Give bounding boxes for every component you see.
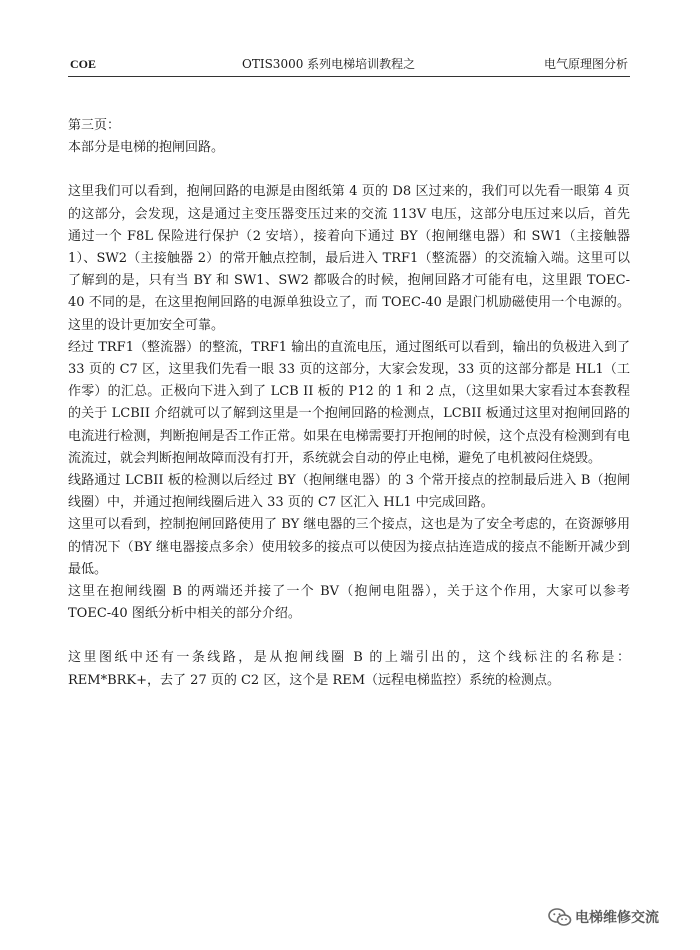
header-center: OTIS3000 系列电梯培训教程之 [242, 57, 416, 71]
watermark-text: 电梯维修交流 [575, 910, 659, 926]
paragraph: 这里可以看到，控制抱闸回路使用了 BY 继电器的三个接点，这也是为了安全考虑的，在资源够用的情况下（BY 继电器接点多余）使用较多的接点可以使因为接点拈连造成的接点不能断开减少到最低。 [68, 517, 630, 577]
paragraph-gap [68, 625, 630, 647]
paragraph: 经过 TRF1（整流器）的整流，TRF1 输出的直流电压，通过图纸可以看到，输出的负极进入到了 33 页的 C7 区，这里我们先看一眼 33 页的这部分，大家会发现，33 页的这部分都是 HL1（工作零）的汇总。正极向下进入到了 LCB II 板的 P12 的 1 和 2 点，（这里如果大家看过本套教程的关于 LCBII 介绍就可以了解到这里是一个抱闸回路的检测点，LCBII 板通过这里对抱闸回路的电流进行检测，判断抱闸是否工作正常。如果在电梯需要打开抱闸的时候，这个点没有检测到有电流流过，就会判断抱闸故障而没有打开，系统就会自动的停止电梯，避免了电机被闷住烧毁。 [68, 339, 630, 466]
watermark [548, 907, 659, 927]
document-body [68, 115, 630, 692]
page-header [68, 54, 630, 77]
page-label: 第三页： [68, 118, 121, 133]
paragraph: 这里在抱闸线圈 B 的两端还并接了一个 BV（抱闸电阻器），关于这个作用，大家可以参考 TOEC-40 图纸分析中相关的部分介绍。 [68, 584, 630, 622]
closing-paragraph: 这里图纸中还有一条线路，是从抱闸线圈 B 的上端引出的，这个线标注的名称是：REM*BRK+，去了 27 页的 C2 区，这个是 REM（远程电梯监控）系统的检测点。 [68, 650, 630, 688]
paragraph: 线路通过 LCBII 板的检测以后经过 BY（抱闸继电器）的 3 个常开接点的控制最后进入 B（抱闸线圈）中，并通过抱闸线圈后进入 33 页的 C7 区汇入 HL1 中完成回路。 [68, 473, 630, 511]
paragraph-gap [68, 159, 630, 181]
header-right: 电气原理图分析 [543, 57, 628, 71]
intro-line: 本部分是电梯的抱闸回路。 [68, 140, 225, 156]
wechat-icon [548, 908, 572, 926]
header-left: COE [70, 57, 97, 71]
paragraph: 这里我们可以看到，抱闸回路的电源是由图纸第 4 页的 D8 区过来的，我们可以先看一眼第 4 页的这部分，会发现，这是通过主变压器变压过来的交流 113V 电压，这部分电压过来以后，首先通过一个 F8L 保险进行保护（2 安培），接着向下通过 BY（抱闸继电器）和 SW1（主接触器 1）、SW2（主接触器 2）的常开触点控制，最后进入 TRF1（整流器）的交流输入端。这里可以了解到的是，只有当 BY 和 SW1、SW2 都吸合的时候，抱闸回路才可能有电，这里跟 TOEC-40 不同的是，在这里抱闸回路的电源单独设立了，而 TOEC-40 是跟门机励磁使用一个电源的。这里的设计更加安全可靠。 [68, 184, 630, 333]
